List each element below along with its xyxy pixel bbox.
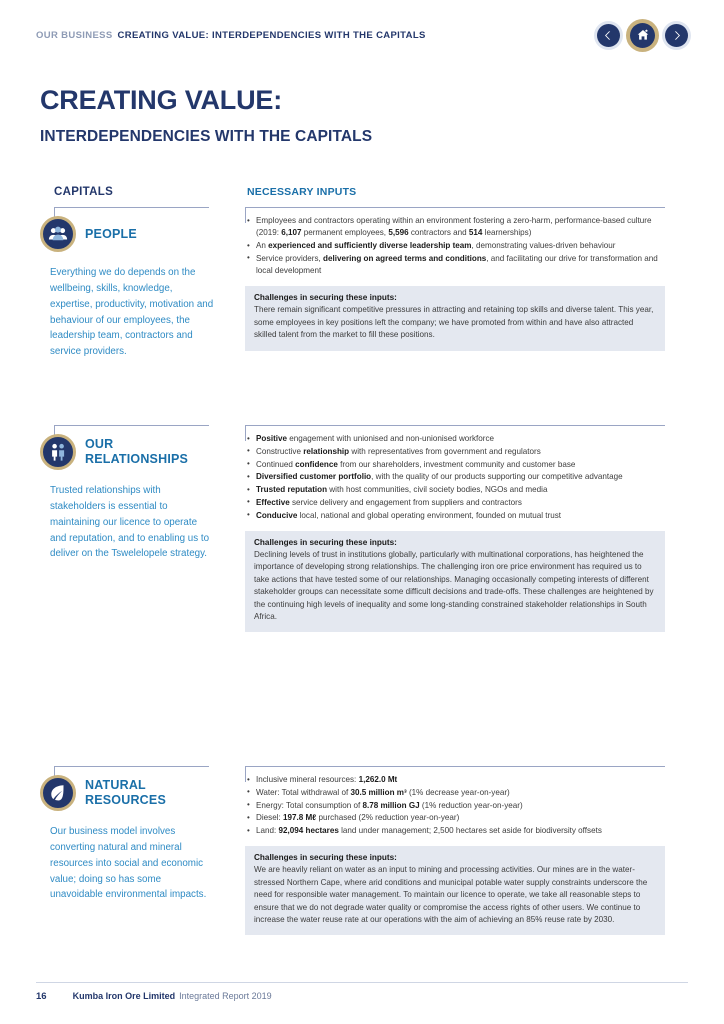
breadcrumb-current: CREATING VALUE: INTERDEPENDENCIES WITH THE CAPITALS [117, 29, 426, 41]
input-bullet-list-natural-resources [245, 774, 665, 837]
previous-page-button[interactable] [597, 24, 620, 47]
necessary-inputs-relationships [245, 433, 665, 632]
chevron-right-icon [671, 30, 682, 41]
breadcrumb-section: OUR BUSINESS [36, 29, 113, 41]
page-subtitle: INTERDEPENDENCIES WITH THE CAPITALS [40, 127, 373, 145]
capital-name-people: PEOPLE [85, 226, 137, 241]
capital-name-natural-resources: NATURAL RESOURCES [85, 778, 166, 807]
challenges-box-people [245, 286, 665, 350]
capital-header-people [40, 215, 215, 253]
input-bullet: • Conducive local, national and global operating environment, founded on mutual trust [245, 510, 665, 522]
capital-people [40, 215, 215, 360]
necessary-inputs-natural-resources [245, 774, 665, 935]
next-page-button[interactable] [665, 24, 688, 47]
capital-name-relationships: OUR RELATIONSHIPS [85, 437, 189, 466]
input-bullet: • Diversified customer portfolio, with the quality of our products supporting our competitive advantage [245, 471, 665, 483]
breadcrumb [36, 30, 426, 41]
home-icon [636, 28, 650, 42]
input-bullet: • Water: Total withdrawal of 30.5 million m³ (1% decrease year-on-year) [245, 787, 665, 799]
footer-page-number: 16 [36, 991, 47, 1002]
input-bullet: • Service providers, delivering on agreed terms and conditions, and facilitating our drive for transformation and local development [245, 253, 665, 278]
input-bullet: • Constructive relationship with representatives from government and regulators [245, 446, 665, 458]
challenges-box-natural-resources [245, 846, 665, 935]
input-bullet: • Energy: Total consumption of 8.78 million GJ (1% reduction year-on-year) [245, 800, 665, 812]
page-title: CREATING VALUE: [40, 85, 282, 115]
footer-company-name: Kumba Iron Ore Limited [72, 991, 176, 1001]
column-heading-necessary-inputs: NECESSARY INPUTS [247, 186, 357, 198]
input-bullet-list-people [245, 215, 665, 277]
input-bullet: • Effective service delivery and engagement from suppliers and contractors [245, 497, 665, 509]
capital-description-relationships: Trusted relationships with stakeholders is essential to maintaining our licence to operate and reputation, and to enabling us to deliver on the Tswelelopele strategy. [50, 485, 210, 560]
column-heading-capitals: CAPITALS [54, 186, 114, 198]
input-bullet: • Inclusive mineral resources: 1,262.0 Mt [245, 774, 665, 786]
capital-description-natural-resources: Our business model involves converting natural and mineral resources into social and economic value; doing so has some unavoidable environmental impacts. [50, 826, 207, 901]
chevron-left-icon [603, 30, 614, 41]
page-title-block [40, 86, 372, 146]
input-bullet: • An experienced and sufficiently diverse leadership team, demonstrating values-driven behaviour [245, 240, 665, 252]
challenges-body: There remain significant competitive pressures in attracting and retaining top skills and diverse talent. This year, some employees in key positions left the company; we have promoted from within and have also attracted skilled talent from the market to fill these positions. [254, 305, 654, 340]
people-icon [40, 216, 76, 252]
capital-description-people: Everything we do depends on the wellbeing, skills, knowledge, expertise, productivity, motivation and behaviour of our employees, the leadership team, contractors and service providers. [50, 267, 214, 358]
input-bullet: • Positive engagement with unionised and non-unionised workforce [245, 433, 665, 445]
challenges-body: We are heavily reliant on water as an input to mining and processing activities. Our mines are in the water-stressed Northern Cape, where arid conditions and municipal potable water supply constraints underscore the need for responsible water management. To maintain our licence to operate, we take all reasonable steps to ensure that we do not degrade water quality or compromise the access rights of other users. We continue to increase the water reuse rate at our operations with the aim of achieving an 85% reuse rate by 2030. [254, 865, 648, 924]
footer-text [73, 991, 272, 1001]
capital-header-natural-resources [40, 774, 215, 812]
input-bullet: • Employees and contractors operating within an environment fostering a zero-harm, performance-based culture (2019: 6,107 permanent employees, 5,596 contractors and 514 learnerships) [245, 215, 665, 240]
page-footer [36, 982, 688, 1002]
challenges-body: Declining levels of trust in institutions globally, particularly with multinational corporations, has heightened the importance of developing strong relationships. The challenging iron ore price environment has required us to take actions that have tested some of our relationships. Managing occasionally competing interests of different stakeholder groups can necessitate some difficult decisions and trade-offs. These challenges are heightened by the continuing high levels of inequality and some long-standing constrained stakeholder relationships in South Africa. [254, 550, 654, 621]
challenges-box-relationships [245, 531, 665, 632]
challenges-title: Challenges in securing these inputs: [254, 853, 397, 863]
footer-report-name: Integrated Report 2019 [179, 991, 272, 1001]
page-header [0, 0, 724, 70]
input-bullet-list-relationships [245, 433, 665, 522]
capital-natural-resources [40, 774, 215, 903]
input-bullet: • Trusted reputation with host communities, civil society bodies, NGOs and media [245, 484, 665, 496]
challenges-title: Challenges in securing these inputs: [254, 538, 397, 548]
input-bullet: • Land: 92,094 hectares land under management; 2,500 hectares set aside for biodiversity offsets [245, 825, 665, 837]
home-button[interactable] [630, 23, 655, 48]
necessary-inputs-people [245, 215, 665, 351]
capital-relationships [40, 433, 215, 562]
input-bullet: • Continued confidence from our shareholders, investment community and customer base [245, 459, 665, 471]
leaf-icon [40, 775, 76, 811]
relationships-icon [40, 434, 76, 470]
input-bullet: • Diesel: 197.8 Mℓ purchased (2% reduction year-on-year) [245, 812, 665, 824]
header-navigation [597, 23, 688, 48]
capital-header-relationships [40, 433, 215, 471]
challenges-title: Challenges in securing these inputs: [254, 293, 397, 303]
